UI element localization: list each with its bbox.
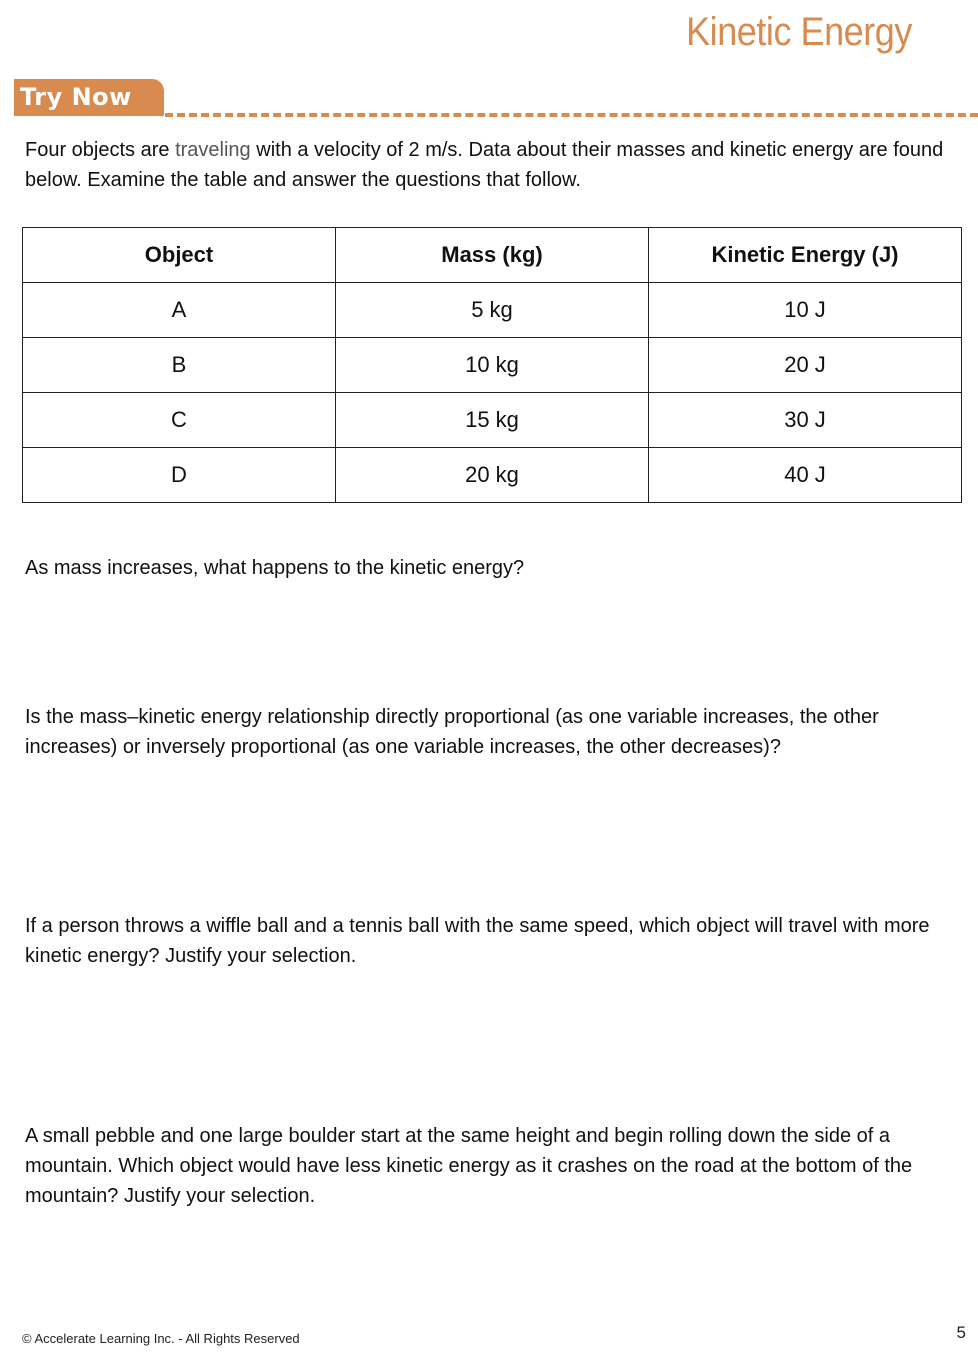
cell-mass: 20 kg: [336, 448, 649, 503]
cell-mass: 15 kg: [336, 393, 649, 448]
header-kinetic-energy: Kinetic Energy (J): [649, 228, 962, 283]
copyright-footer: © Accelerate Learning Inc. - All Rights Reserved: [22, 1331, 300, 1346]
question-2: Is the mass–kinetic energy relationship directly proportional (as one variable increases, the other increases) or inversely proportional (as one variable increases, the other decreases)?: [25, 706, 879, 758]
header-mass: Mass (kg): [336, 228, 649, 283]
header-object: Object: [23, 228, 336, 283]
try-now-banner: [14, 79, 178, 116]
mass-energy-table: [22, 227, 962, 503]
table-row: [23, 283, 962, 338]
table-row: [23, 448, 962, 503]
cell-object: B: [23, 338, 336, 393]
dashed-divider: [165, 113, 978, 117]
intro-highlight-word: traveling: [175, 139, 251, 161]
intro-text-start: Four objects are: [25, 139, 176, 161]
cell-kinetic-energy: 10 J: [649, 283, 962, 338]
table-row: [23, 393, 962, 448]
cell-object: C: [23, 393, 336, 448]
cell-kinetic-energy: 30 J: [649, 393, 962, 448]
cell-mass: 5 kg: [336, 283, 649, 338]
cell-object: A: [23, 283, 336, 338]
cell-kinetic-energy: 40 J: [649, 448, 962, 503]
cell-object: D: [23, 448, 336, 503]
table-row: [23, 338, 962, 393]
page-title: Kinetic Energy: [686, 10, 912, 54]
question-1: As mass increases, what happens to the kinetic energy?: [25, 557, 525, 579]
banner-label: Try Now: [20, 83, 132, 111]
page-number: 5: [956, 1323, 966, 1342]
intro-paragraph: [25, 135, 960, 195]
intro-text-end: with a velocity of 2 m/s. Data about their masses and kinetic energy are found below. Examine the table and answer the questions that follow.: [25, 139, 944, 191]
question-4: A small pebble and one large boulder start at the same height and begin rolling down the side of a mountain. Which object would have less kinetic energy as it crashes on the road at the bottom of the mountain? Justify your selection.: [25, 1125, 913, 1207]
cell-mass: 10 kg: [336, 338, 649, 393]
table-header-row: [23, 228, 962, 283]
cell-kinetic-energy: 20 J: [649, 338, 962, 393]
question-3: If a person throws a wiffle ball and a tennis ball with the same speed, which object will travel with more kinetic energy? Justify your selection.: [25, 915, 930, 967]
